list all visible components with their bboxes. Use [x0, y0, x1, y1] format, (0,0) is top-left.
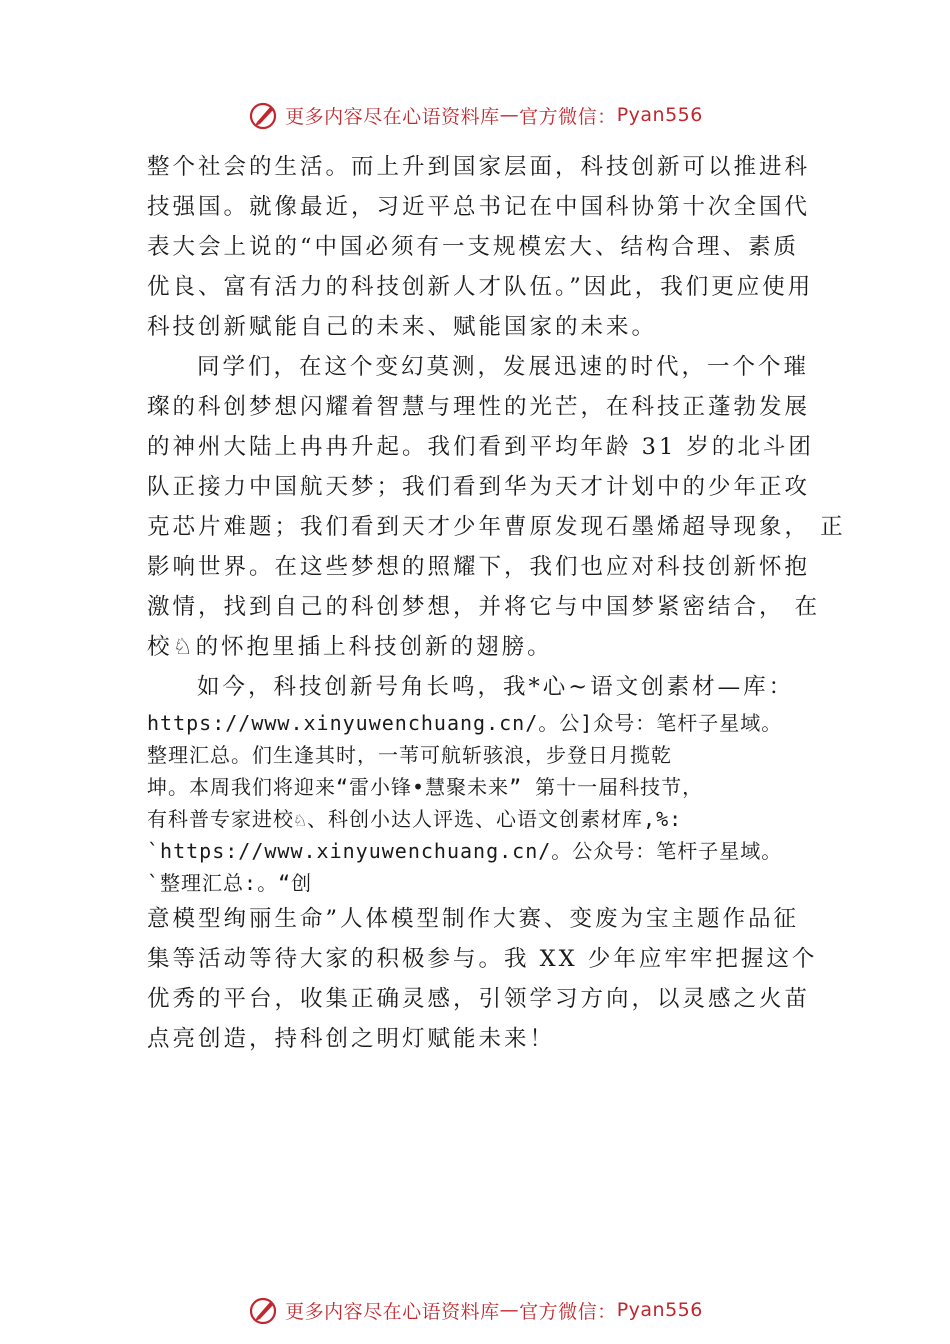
text-line: 表大会上说的“中国必须有一支规模宏大、结构合理、素质 [147, 234, 800, 260]
footer-brand: 更多内容尽在心语资料库 [285, 1300, 500, 1323]
text-line: 优良、富有活力的科技创新人才队伍。”因此，我们更应使用 [147, 274, 814, 300]
text-line: 璨的科创梦想闪耀着智慧与理性的光芒，在科技正蓬勃发展 [147, 394, 811, 420]
text-line: 意模型绚丽生命”人体模型制作大赛、变废为宝主题作品征 [147, 906, 800, 932]
footer-wechat-label: 官方微信： [519, 1300, 617, 1323]
text-line: 技强国。就像最近，习近平总书记在中国科协第十次全国代 [147, 194, 811, 220]
text-line: 同学们，在这个变幻莫测，发展迅速的时代，一个个璀 [197, 354, 810, 380]
text-line: 克芯片难题；我们看到天才少年曹原发现石墨烯超导现象， 正 [147, 514, 846, 540]
header-wechat-label: 官方微信： [519, 105, 617, 128]
text-line: 科技创新赋能自己的未来、赋能国家的未来。 [147, 314, 658, 340]
text-line: 集等活动等待大家的积极参与。我 XX 少年应牢牢把握这个 [147, 946, 818, 972]
text-line: 激情，找到自己的科创梦想，并将它与中国梦紧密结合， 在 [147, 594, 821, 620]
text-line: 如今，科技创新号角长鸣，我*心~语文创素材—库： [197, 674, 795, 700]
text-line: 队正接力中国航天梦；我们看到华为天才计划中的少年正攻 [147, 474, 811, 500]
document-body [147, 147, 846, 1059]
quill-logo-icon [247, 98, 281, 132]
text-line: 校♘的怀抱里插上科技创新的翅膀。 [147, 634, 553, 660]
text-line: https://www.xinyuwenchuang.cn/。公]众号：笔杆子星域。 [147, 711, 783, 735]
text-line: 的神州大陆上冉冉升起。我们看到平均年龄 31 岁的北斗团 [147, 434, 814, 460]
text-line: `整理汇总:。“创 [147, 871, 313, 895]
text-line: 点亮创造，持科创之明灯赋能未来！ [147, 1026, 556, 1052]
text-line: 整理汇总。们生逢其时，一苇可航斩骇浪，步登日月揽乾 [147, 743, 672, 767]
text-line: 整个社会的生活。而上升到国家层面，科技创新可以推进科 [147, 154, 811, 180]
header-wechat-id: Pyan556 [616, 104, 703, 126]
text-line: 影响世界。在这些梦想的照耀下，我们也应对科技创新怀抱 [147, 554, 811, 580]
text-line: 有科普专家进校♘、科创小达人评选、心语文创素材库,%: [147, 807, 683, 831]
footer-wechat-id: Pyan556 [616, 1299, 703, 1321]
text-line: `https://www.xinyuwenchuang.cn/。公众号：笔杆子星域。 [147, 839, 783, 863]
text-line: 优秀的平台，收集正确灵感，引领学习方向，以灵感之火苗 [147, 986, 811, 1012]
footer-separator: — [499, 1299, 520, 1321]
header-brand: 更多内容尽在心语资料库 [285, 105, 500, 128]
footer-banner [0, 1290, 950, 1330]
header-banner [0, 95, 950, 135]
text-line: 坤。本周我们将迎来“雷小锋•慧聚未来” 第十一届科技节， [147, 775, 704, 799]
quill-logo-icon [247, 1293, 281, 1327]
header-separator: — [499, 104, 520, 126]
